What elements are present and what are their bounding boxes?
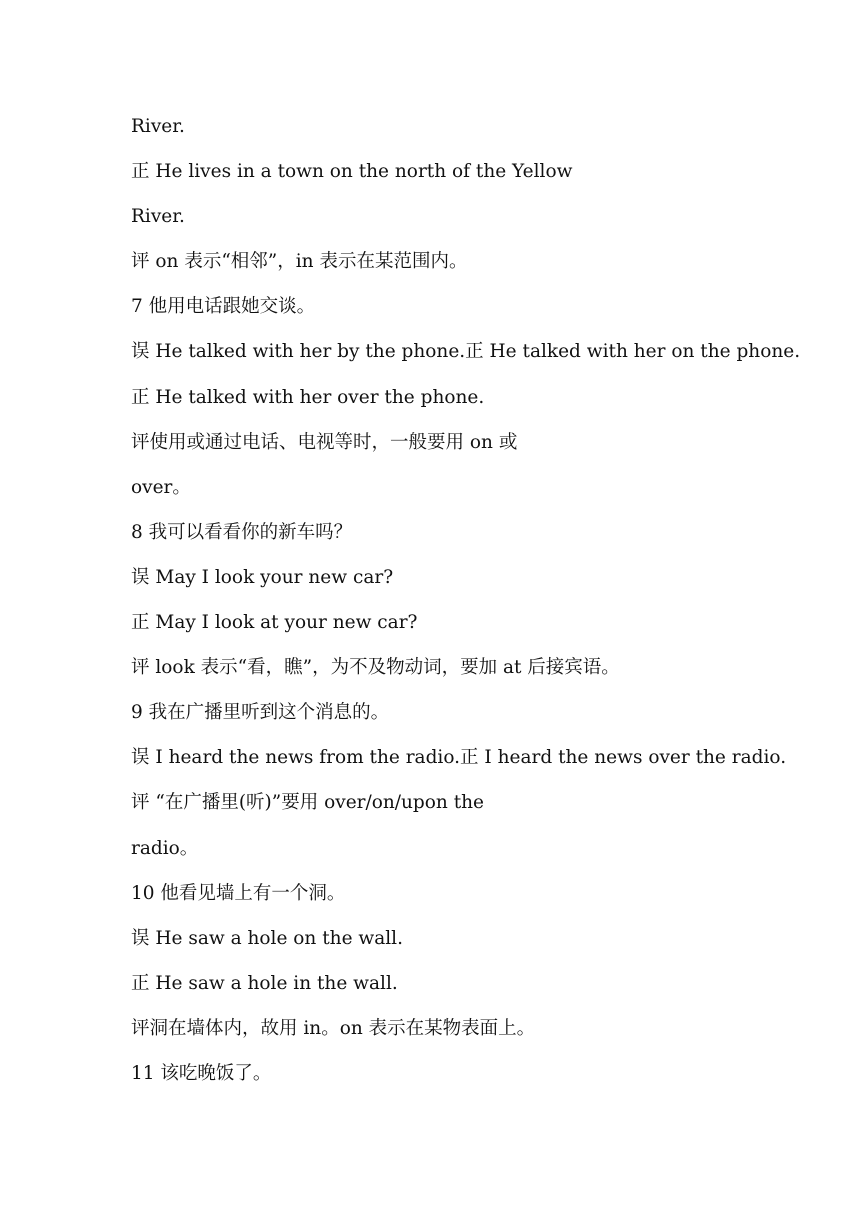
text-line: 误 He talked with her by the phone.正 He talked with her on the phone. [131,341,801,363]
text-line: radio。 [131,837,199,859]
text-line: 评 look 表示“看，瞧”，为不及物动词，要加 at 后接宾语。 [131,657,620,679]
text-line: 正 He saw a hole in the wall. [131,972,398,994]
text-line: 误 He saw a hole on the wall. [131,927,403,949]
text-line: 7 他用电话跟她交谈。 [131,296,316,318]
text-line: 9 我在广播里听到这个消息的。 [131,702,390,724]
text-line: River. [131,206,185,228]
text-line: 评洞在墙体内，故用 in。on 表示在某物表面上。 [131,1017,536,1039]
text-line: 11 该吃晚饭了。 [131,1062,272,1084]
text-line: 正 May I look at your new car? [131,612,418,634]
text-body [131,112,811,1104]
text-line: 10 他看见墙上有一个洞。 [131,882,346,904]
text-line: 8 我可以看看你的新车吗？ [131,521,353,543]
text-line: 正 He lives in a town on the north of the Yellow [131,161,573,183]
text-line: 正 He talked with her over the phone. [131,386,485,408]
text-line: 误 May I look your new car? [131,566,394,588]
text-line: 评 on 表示“相邻”，in 表示在某范围内。 [131,251,468,273]
text-line: River. [131,116,185,137]
text-line: 评 “在广播里(听)”要用 over/on/upon the [131,792,485,814]
text-line: 误 I heard the news from the radio.正 I heard the news over the radio. [131,747,787,769]
text-line: 评使用或通过电话、电视等时，一般要用 on 或 [131,431,518,453]
text-line: over。 [131,476,191,498]
